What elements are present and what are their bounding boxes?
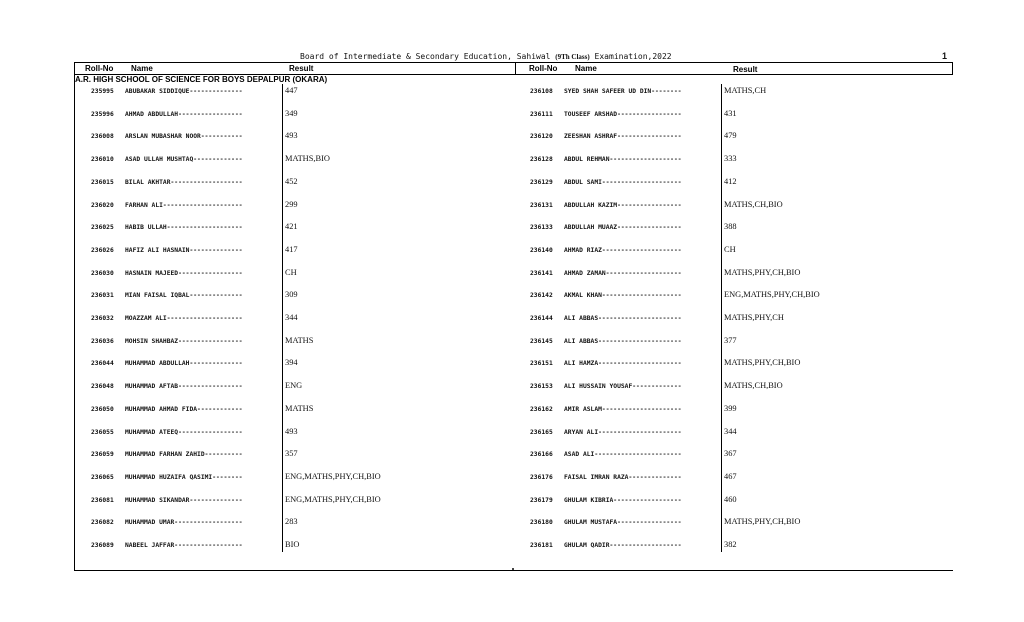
table-row [91, 177, 405, 189]
roll-number: 236176 [530, 473, 553, 481]
header-roll-no-left: Roll-No [85, 64, 114, 73]
page-number: 1 [942, 51, 948, 61]
table-row [91, 268, 405, 280]
roll-number: 236145 [530, 337, 553, 345]
roll-number: 236044 [91, 360, 114, 368]
result-value: ENG [285, 381, 303, 391]
roll-number: 236026 [91, 246, 114, 254]
exam-class: (9Th Class) [555, 53, 590, 61]
result-value: MATHS,CH,BIO [724, 381, 783, 391]
roll-number: 235996 [91, 110, 114, 118]
roll-number: 236142 [530, 292, 553, 300]
result-value: MATHS,BIO [285, 154, 330, 164]
table-row [530, 290, 844, 302]
student-name: ABDUL SAMI--------------------- [564, 178, 682, 186]
student-name: MUHAMMAD HUZAIFA QASIMI-------- [125, 473, 243, 481]
student-name: ALI ABBAS---------------------- [564, 337, 682, 345]
roll-number: 236153 [530, 383, 553, 391]
roll-number: 236010 [91, 156, 114, 164]
roll-number: 236129 [530, 178, 553, 186]
roll-number: 236166 [530, 451, 553, 459]
student-name: ABDULLAH MUAAZ----------------- [564, 224, 682, 232]
student-name: FARHAN ALI--------------------- [125, 201, 243, 209]
table-row [530, 540, 844, 552]
school-name: A.R. HIGH SCHOOL OF SCIENCE FOR BOYS DEPALPUR (OKARA) [75, 75, 328, 84]
student-name: ARYAN ALI---------------------- [564, 428, 682, 436]
result-value: 417 [285, 244, 298, 254]
roll-number: 236144 [530, 315, 553, 322]
table-row [530, 381, 844, 393]
roll-number: 236108 [530, 88, 553, 95]
roll-number: 235995 [91, 88, 114, 95]
bottom-rule [74, 570, 953, 571]
result-value: MATHS [285, 403, 314, 413]
result-value: 421 [285, 222, 298, 232]
result-value: MATHS,CH [724, 86, 767, 95]
roll-number: 236032 [91, 315, 114, 322]
table-row [530, 404, 844, 416]
result-value: 333 [724, 154, 737, 164]
roll-number: 236179 [530, 496, 553, 504]
student-name: MUHAMMAD UMAR------------------ [125, 519, 243, 527]
table-row [91, 109, 405, 121]
result-value: ENG,MATHS,PHY,CH,BIO [724, 290, 820, 300]
roll-number: 236020 [91, 201, 114, 209]
result-value: MATHS,PHY,CH,BIO [724, 267, 801, 277]
table-row [530, 177, 844, 189]
student-name: NABEEL JAFFAR------------------ [125, 542, 243, 549]
student-name: ZEESHAN ASHRAF----------------- [564, 133, 682, 141]
table-row [530, 154, 844, 166]
result-value: 377 [724, 335, 737, 345]
header-divider [515, 63, 516, 74]
result-value: CH [724, 244, 736, 254]
student-name: MOAZZAM ALI-------------------- [125, 315, 243, 322]
result-value: 388 [724, 222, 737, 232]
table-row [530, 313, 844, 325]
table-row [530, 268, 844, 280]
table-row [530, 336, 844, 348]
roll-number: 236031 [91, 292, 114, 300]
table-row [530, 358, 844, 370]
roll-number: 236082 [91, 519, 114, 527]
result-value: 479 [724, 131, 737, 141]
table-row [530, 131, 844, 143]
roll-number: 236133 [530, 224, 553, 232]
center-mark [512, 568, 514, 570]
header-result-right: Result [733, 65, 758, 74]
roll-number: 236055 [91, 428, 114, 436]
result-value: ENG,MATHS,PHY,CH,BIO [285, 471, 381, 481]
roll-number: 236059 [91, 451, 114, 459]
table-row [91, 245, 405, 257]
roll-number: 236181 [530, 542, 553, 549]
roll-number: 236030 [91, 269, 114, 277]
student-name: MUHAMMAD AHMAD FIDA------------ [125, 405, 243, 413]
student-name: SYED SHAH SAFEER UD DIN-------- [564, 88, 682, 95]
result-value: 344 [285, 313, 298, 322]
student-name: MUHAMMAD ATEEQ----------------- [125, 428, 243, 436]
student-name: ALI HAMZA---------------------- [564, 360, 682, 368]
student-name: ASAD ALI----------------------- [564, 451, 682, 459]
table-row [530, 245, 844, 257]
result-value: 394 [285, 358, 298, 368]
student-name: AHMAD RIAZ--------------------- [564, 246, 682, 254]
student-name: GHULAM KIBRIA------------------ [564, 496, 682, 504]
result-value: 493 [285, 131, 298, 141]
result-value: 299 [285, 199, 298, 209]
result-value: MATHS,PHY,CH,BIO [724, 517, 801, 527]
header-name-left: Name [131, 64, 153, 73]
result-value: MATHS,PHY,CH [724, 313, 784, 322]
table-row [91, 381, 405, 393]
result-value: ENG,MATHS,PHY,CH,BIO [285, 494, 381, 504]
header-result-left: Result [289, 64, 314, 73]
table-row [530, 200, 844, 212]
table-row [91, 222, 405, 234]
student-name: HABIB ULLAH-------------------- [125, 224, 243, 232]
student-name: ABDULLAH KAZIM----------------- [564, 201, 682, 209]
table-row [91, 404, 405, 416]
result-value: 412 [724, 176, 737, 186]
result-value: 344 [724, 426, 737, 436]
student-name: MOHSIN SHAHBAZ----------------- [125, 337, 243, 345]
roll-number: 236180 [530, 519, 553, 527]
student-name: MUHAMMAD ABDULLAH-------------- [125, 360, 243, 368]
student-name: ARSLAN MUBASHAR NOOR----------- [125, 133, 243, 141]
student-name: BILAL AKHTAR------------------- [125, 178, 243, 186]
table-row [91, 449, 405, 461]
roll-number: 236131 [530, 201, 553, 209]
board-title: Board of Intermediate & Secondary Education, Sahiwal [300, 52, 551, 61]
result-value: 382 [724, 540, 737, 549]
table-row [530, 495, 844, 507]
table-row [91, 336, 405, 348]
roll-number: 236111 [530, 110, 553, 118]
table-row [91, 517, 405, 529]
student-name: FAISAL IMRAN RAZA-------------- [564, 473, 682, 481]
result-value: 460 [724, 494, 737, 504]
result-value: CH [285, 267, 297, 277]
roll-number: 236008 [91, 133, 114, 141]
roll-number: 236025 [91, 224, 114, 232]
student-name: ASAD ULLAH MUSHTAQ------------- [125, 156, 243, 164]
student-name: ALI HUSSAIN YOUSAF------------- [564, 383, 682, 391]
table-row [530, 472, 844, 484]
roll-number: 236089 [91, 542, 114, 549]
result-value: 357 [285, 449, 298, 459]
exam-year: Examination,2022 [594, 52, 672, 61]
table-row [530, 517, 844, 529]
result-value: 493 [285, 426, 298, 436]
header-name-right: Name [575, 64, 597, 73]
table-row [530, 222, 844, 234]
table-row [91, 495, 405, 507]
result-value: BIO [285, 540, 300, 549]
table-row [91, 540, 405, 552]
roll-number: 236120 [530, 133, 553, 141]
result-value: 367 [724, 449, 737, 459]
roll-number: 236065 [91, 473, 114, 481]
student-name: HASNAIN MAJEED----------------- [125, 269, 243, 277]
roll-number: 236081 [91, 496, 114, 504]
column-header-row [74, 62, 953, 75]
student-name: ABUBAKAR SIDDIQUE-------------- [125, 88, 243, 95]
document-title [300, 52, 820, 61]
table-row [91, 427, 405, 439]
table-row [530, 449, 844, 461]
result-value: 467 [724, 471, 737, 481]
roll-number: 236151 [530, 360, 553, 368]
student-name: MIAN FAISAL IQBAL-------------- [125, 292, 243, 300]
table-row [530, 86, 844, 98]
roll-number: 236140 [530, 246, 553, 254]
header-roll-no-right: Roll-No [529, 64, 558, 73]
result-value: 309 [285, 290, 298, 300]
student-name: GHULAM MUSTAFA----------------- [564, 519, 682, 527]
result-value: MATHS,CH,BIO [724, 199, 783, 209]
table-row [91, 131, 405, 143]
student-name: ABDUL REHMAN------------------- [564, 156, 682, 164]
table-row [91, 200, 405, 212]
table-row [91, 313, 405, 325]
student-name: AKMAL KHAN--------------------- [564, 292, 682, 300]
result-value: 399 [724, 403, 737, 413]
student-name: MUHAMMAD AFTAB----------------- [125, 383, 243, 391]
student-name: AMIR ASLAM--------------------- [564, 405, 682, 413]
student-name: GHULAM QADIR------------------- [564, 542, 682, 549]
result-value: MATHS,PHY,CH,BIO [724, 358, 801, 368]
roll-number: 236015 [91, 178, 114, 186]
student-name: MUHAMMAD SIKANDAR-------------- [125, 496, 243, 504]
student-name: AHMAD ABDULLAH----------------- [125, 110, 243, 118]
table-row [91, 290, 405, 302]
student-name: HAFIZ ALI HASNAIN-------------- [125, 246, 243, 254]
roll-number: 236036 [91, 337, 114, 345]
table-row [91, 472, 405, 484]
result-value: 283 [285, 517, 298, 527]
table-row [91, 154, 405, 166]
table-row [91, 86, 405, 98]
roll-number: 236162 [530, 405, 553, 413]
result-value: 431 [724, 108, 737, 118]
result-value: 452 [285, 176, 298, 186]
roll-number: 236141 [530, 269, 553, 277]
table-row [91, 358, 405, 370]
student-name: AHMAD ZAMAN-------------------- [564, 269, 682, 277]
roll-number: 236165 [530, 428, 553, 436]
roll-number: 236128 [530, 156, 553, 164]
result-value: MATHS [285, 335, 314, 345]
result-value: 447 [285, 86, 298, 95]
table-row [530, 427, 844, 439]
student-name: TOUSEEF ARSHAD----------------- [564, 110, 682, 118]
roll-number: 236050 [91, 405, 114, 413]
roll-number: 236048 [91, 383, 114, 391]
student-name: ALI ABBAS---------------------- [564, 315, 682, 322]
table-row [530, 109, 844, 121]
result-value: 349 [285, 108, 298, 118]
student-name: MUHAMMAD FARHAN ZAHID---------- [125, 451, 243, 459]
